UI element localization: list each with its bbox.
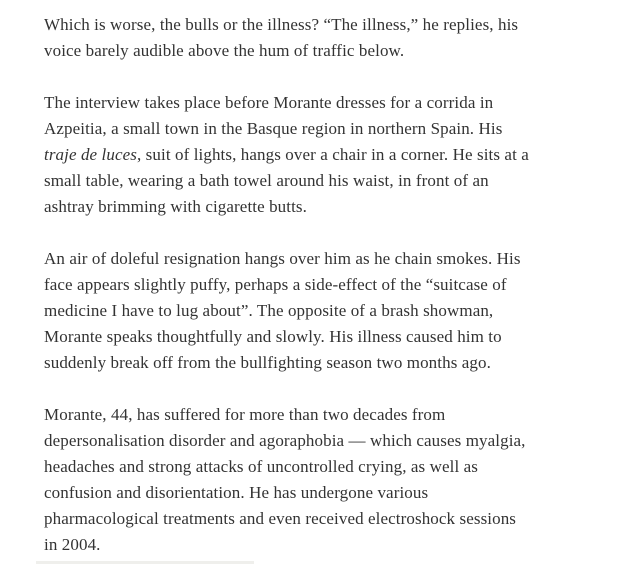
text-line [44, 12, 584, 38]
text-segment: ashtray brimming with cigarette butts. [44, 197, 307, 216]
text-line [44, 194, 584, 220]
paragraph [44, 402, 584, 558]
article-body [44, 12, 584, 564]
text-segment: face appears slightly puffy, perhaps a side-effect of the “suitcase of [44, 275, 507, 294]
paragraph [44, 246, 584, 376]
text-line [44, 168, 584, 194]
text-line [44, 142, 584, 168]
text-line [44, 402, 584, 428]
text-line [44, 90, 584, 116]
text-line [44, 480, 584, 506]
paragraph [44, 12, 584, 64]
text-segment: , suit of lights, hangs over a chair in a corner. He sits at a [136, 145, 529, 164]
text-segment: An air of doleful resignation hangs over him as he chain smokes. His [44, 249, 521, 268]
text-line [44, 272, 584, 298]
text-segment: suddenly break off from the bullfighting season two months ago. [44, 353, 491, 372]
text-segment: The interview takes place before Morante dresses for a corrida in [44, 93, 494, 112]
text-segment: small table, wearing a bath towel around his waist, in front of an [44, 171, 489, 190]
text-line [44, 532, 584, 558]
text-line [44, 246, 584, 272]
text-segment: voice barely audible above the hum of traffic below. [44, 41, 405, 60]
text-segment: pharmacological treatments and even received electroshock sessions [44, 509, 517, 528]
text-segment: Morante, 44, has suffered for more than two decades from [44, 405, 446, 424]
text-line [44, 324, 584, 350]
text-line [44, 350, 584, 376]
text-line [44, 506, 584, 532]
text-line [44, 454, 584, 480]
text-segment: medicine I have to lug about”. The opposite of a brash showman, [44, 301, 494, 320]
text-line [44, 38, 584, 64]
text-line [44, 116, 584, 142]
text-segment: depersonalisation disorder and agoraphobia — which causes myalgia, [44, 431, 526, 450]
text-segment: Azpeitia, a small town in the Basque region in northern Spain. His [44, 119, 503, 138]
text-line [44, 298, 584, 324]
italic-text-segment: traje de luces [44, 145, 137, 164]
text-segment: confusion and disorientation. He has undergone various [44, 483, 429, 502]
text-segment: Morante speaks thoughtfully and slowly. His illness caused him to [44, 327, 502, 346]
text-segment: headaches and strong attacks of uncontrolled crying, as well as [44, 457, 478, 476]
text-segment: Which is worse, the bulls or the illness? “The illness,” he replies, his [44, 15, 519, 34]
paragraph [44, 90, 584, 220]
text-segment: in 2004. [44, 535, 101, 554]
text-line [44, 428, 584, 454]
